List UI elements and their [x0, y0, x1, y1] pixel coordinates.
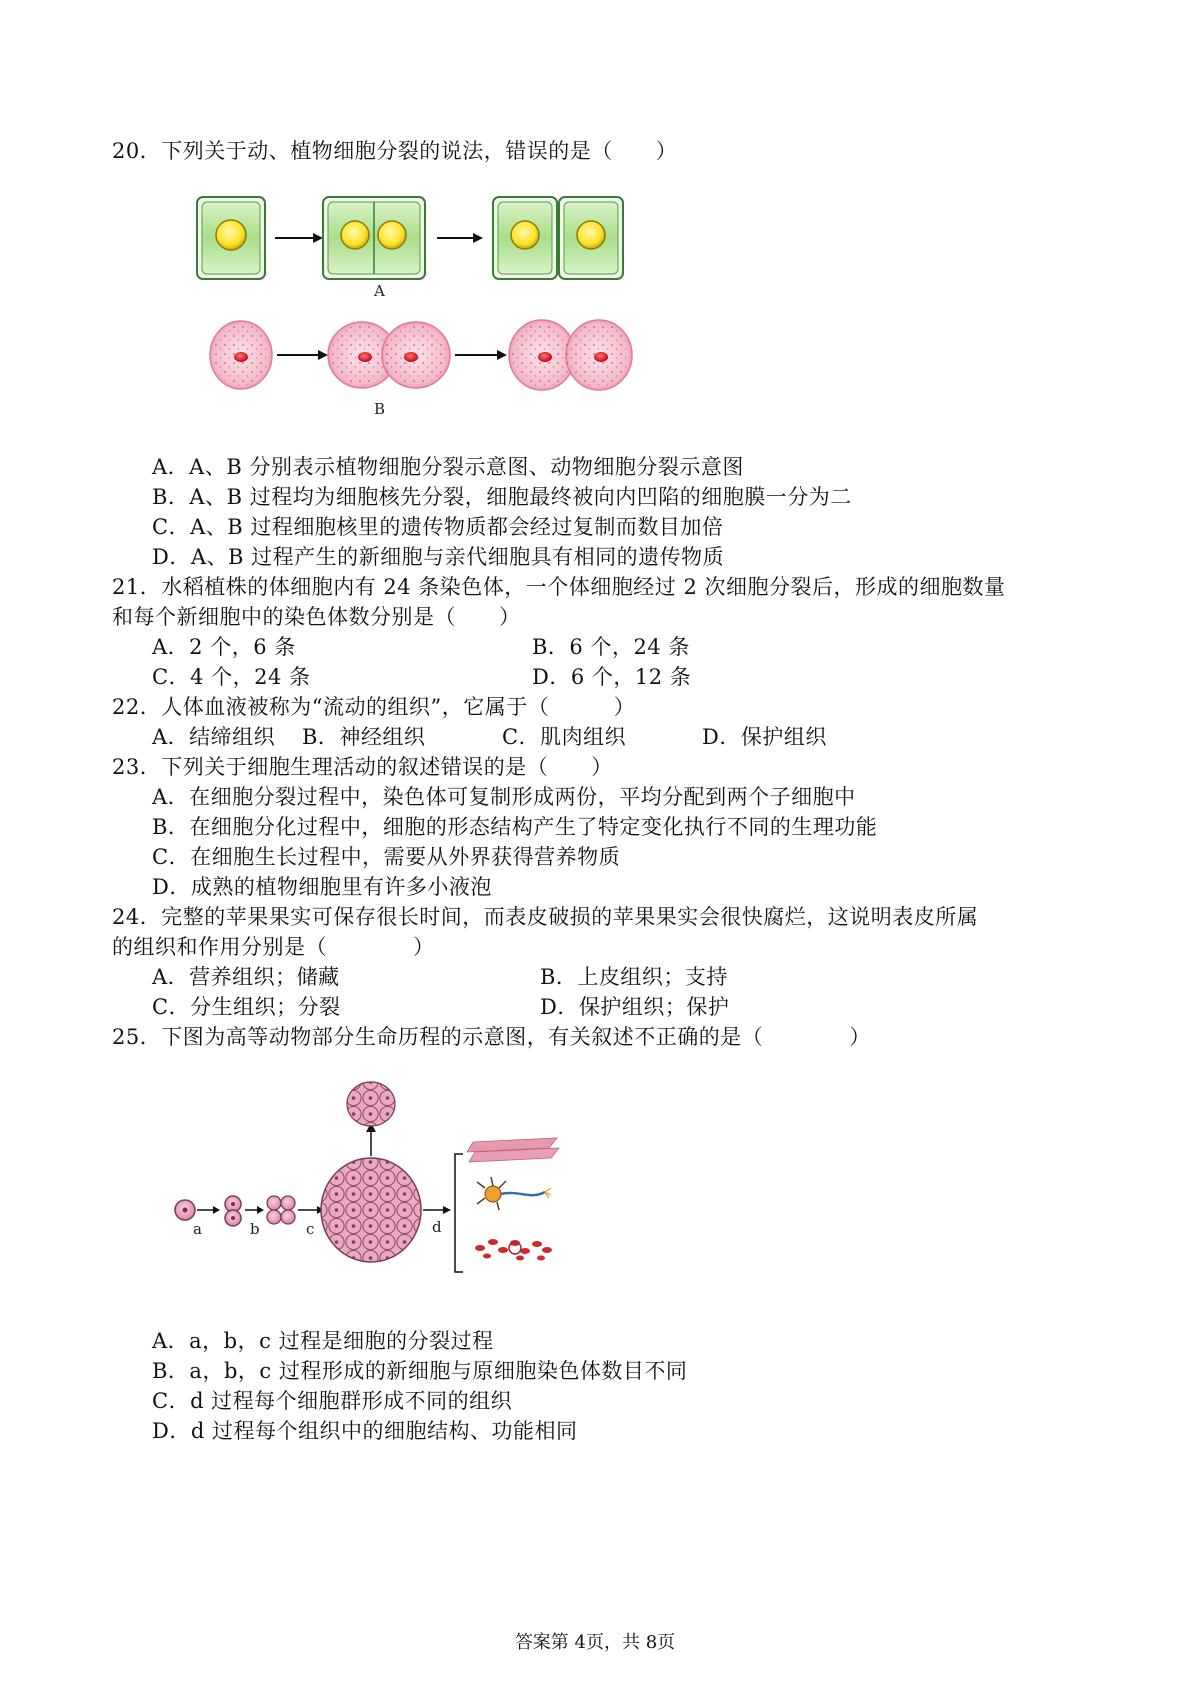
q23-option-d[interactable]: D．成熟的植物细胞里有许多小液泡 [152, 875, 492, 899]
blood-tissue [475, 1239, 552, 1261]
figure-label-b-process: b [250, 1220, 260, 1238]
q24-option-d[interactable]: D．保护组织；保护 [540, 995, 730, 1019]
q23-stem: 23．下列关于细胞生理活动的叙述错误的是（ ） [112, 755, 613, 779]
nerve-tissue [477, 1177, 551, 1210]
plant-cell-dividing [323, 197, 425, 279]
q21-stem-line2: 和每个新细胞中的染色体数分别是（ ） [112, 605, 521, 629]
animal-development-figure [175, 1090, 595, 1290]
q21-stem-line1: 21．水稻植株的体细胞内有 24 条染色体，一个体细胞经过 2 次细胞分裂后，形成的细胞数量 [112, 575, 1006, 599]
animal-daughter-cells [509, 320, 632, 390]
q22-option-d[interactable]: D．保护组织 [702, 725, 827, 749]
q25-stem: 25．下图为高等动物部分生命历程的示意图，有关叙述不正确的是（ ） [112, 1025, 871, 1049]
q21-option-c[interactable]: C．4 个，24 条 [152, 665, 311, 689]
q20-stem: 20．下列关于动、植物细胞分裂的说法，错误的是（ ） [112, 139, 678, 163]
plant-cell-parent [197, 197, 265, 279]
q25-option-a[interactable]: A．a，b，c 过程是细胞的分裂过程 [152, 1329, 494, 1353]
q24-stem-line1: 24．完整的苹果果实可保存很长时间，而表皮破损的苹果果实会很快腐烂，这说明表皮所属 [112, 905, 979, 929]
q20-option-d[interactable]: D．A、B 过程产生的新细胞与亲代细胞具有相同的遗传物质 [152, 545, 725, 569]
two-cells [225, 1196, 241, 1226]
q21-option-d[interactable]: D．6 个，12 条 [532, 665, 692, 689]
figure-label-c-process: c [306, 1220, 315, 1238]
q22-option-a[interactable]: A．结缔组织 [152, 725, 276, 749]
cell-cluster [321, 1158, 421, 1262]
q22-option-b[interactable]: B．神经组织 [302, 725, 426, 749]
q25-option-c[interactable]: C．d 过程每个细胞群形成不同的组织 [152, 1389, 513, 1413]
q22-stem: 22．人体血液被称为“流动的组织”，它属于（ ） [112, 695, 636, 719]
figure-label-d-process: d [432, 1218, 442, 1236]
q20-option-a[interactable]: A．A、B 分别表示植物细胞分裂示意图、动物细胞分裂示意图 [152, 455, 744, 479]
q23-option-b[interactable]: B．在细胞分化过程中，细胞的形态结构产生了特定变化执行不同的生理功能 [152, 815, 878, 839]
figure-label-b: B [374, 400, 386, 418]
four-cells [267, 1196, 295, 1224]
q23-option-a[interactable]: A．在细胞分裂过程中，染色体可复制形成两份，平均分配到两个子细胞中 [152, 785, 856, 809]
q21-option-a[interactable]: A．2 个，6 条 [152, 635, 296, 659]
q23-option-c[interactable]: C．在细胞生长过程中，需要从外界获得营养物质 [152, 845, 621, 869]
plant-daughter-cells [493, 197, 623, 279]
page-footer: 答案第 4页，共 8页 [514, 1632, 676, 1653]
small-cell-cluster [347, 1082, 395, 1126]
q25-option-b[interactable]: B．a，b，c 过程形成的新细胞与原细胞染色体数目不同 [152, 1359, 688, 1383]
q24-option-b[interactable]: B．上皮组织；支持 [540, 965, 728, 989]
muscle-tissue [467, 1138, 559, 1162]
q20-option-b[interactable]: B．A、B 过程均为细胞核先分裂，细胞最终被向内凹陷的细胞膜一分为二 [152, 485, 852, 509]
animal-cell-parent [210, 321, 272, 389]
q22-option-c[interactable]: C．肌肉组织 [502, 725, 627, 749]
q20-option-c[interactable]: C．A、B 过程细胞核里的遗传物质都会经过复制而数目加倍 [152, 515, 724, 539]
figure-label-a: A [374, 282, 385, 300]
animal-cell-dividing [328, 322, 450, 388]
plant-cell-division-figure [195, 195, 635, 305]
q24-option-a[interactable]: A．营养组织；储藏 [152, 965, 340, 989]
q24-stem-line2: 的组织和作用分别是（ ） [112, 935, 435, 959]
q25-option-d[interactable]: D．d 过程每个组织中的细胞结构、功能相同 [152, 1419, 578, 1443]
q24-option-c[interactable]: C．分生组织；分裂 [152, 995, 341, 1019]
figure-label-a-process: a [193, 1220, 202, 1238]
animal-cell-division-figure [205, 315, 645, 395]
q21-option-b[interactable]: B．6 个，24 条 [532, 635, 690, 659]
